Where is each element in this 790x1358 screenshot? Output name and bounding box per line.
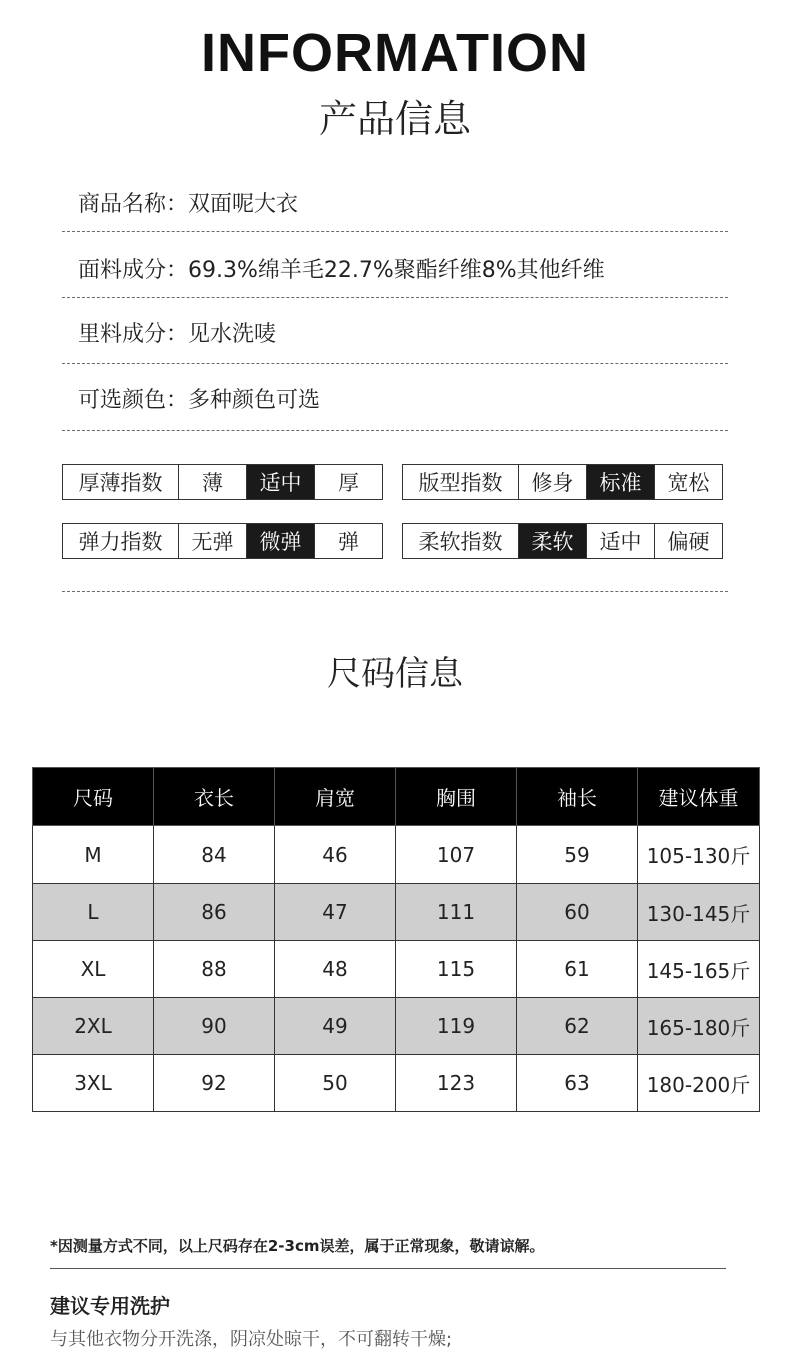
attr-option: 厚 — [314, 465, 382, 499]
table-cell: 88 — [154, 941, 275, 998]
attr-option: 薄 — [178, 465, 246, 499]
table-header-cell: 肩宽 — [275, 768, 396, 826]
table-row — [33, 941, 760, 998]
table-cell: 59 — [517, 826, 638, 884]
divider — [62, 363, 728, 364]
divider — [62, 231, 728, 232]
size-table — [32, 767, 760, 1112]
table-cell: XL — [33, 941, 154, 998]
info-product-name: 商品名称：双面呢大衣 — [78, 192, 299, 217]
info-fabric: 面料成分：69.3%绵羊毛22.7%聚酯纤维8%其他纤维 — [78, 258, 605, 283]
attr-option: 适中 — [246, 465, 314, 499]
attr-option: 修身 — [518, 465, 586, 499]
table-cell: 123 — [396, 1055, 517, 1112]
table-cell: 145-165斤 — [638, 941, 760, 998]
table-cell: 111 — [396, 884, 517, 941]
table-row — [33, 998, 760, 1055]
table-cell: 46 — [275, 826, 396, 884]
info-colors: 可选颜色：多种颜色可选 — [78, 388, 321, 413]
attr-label: 弹力指数 — [78, 530, 163, 554]
table-cell: 50 — [275, 1055, 396, 1112]
table-row — [33, 826, 760, 884]
table-cell: 60 — [517, 884, 638, 941]
attr-label: 柔软指数 — [418, 530, 503, 554]
table-cell: 63 — [517, 1055, 638, 1112]
table-cell: 2XL — [33, 998, 154, 1055]
divider — [50, 1268, 726, 1269]
attr-option: 无弹 — [178, 524, 246, 558]
size-section-title: 尺码信息 — [327, 654, 463, 694]
measurement-note: *因测量方式不同，以上尺码存在2-3cm误差，属于正常现象，敬请谅解。 — [50, 1237, 545, 1255]
attr-softness — [402, 523, 723, 559]
table-cell: M — [33, 826, 154, 884]
care-text: 与其他衣物分开洗涤，阴凉处晾干，不可翻转干燥; — [50, 1329, 453, 1350]
attr-elasticity — [62, 523, 383, 559]
table-cell: 84 — [154, 826, 275, 884]
table-header-cell: 袖长 — [517, 768, 638, 826]
table-header-cell: 胸围 — [396, 768, 517, 826]
attr-option: 宽松 — [654, 465, 722, 499]
table-cell: 49 — [275, 998, 396, 1055]
attr-label: 版型指数 — [418, 471, 503, 495]
care-title: 建议专用洗护 — [50, 1294, 170, 1318]
divider — [62, 591, 728, 592]
table-row — [33, 884, 760, 941]
attr-option: 偏硬 — [654, 524, 722, 558]
divider — [62, 297, 728, 298]
table-cell: L — [33, 884, 154, 941]
table-cell: 105-130斤 — [638, 826, 760, 884]
attr-option: 适中 — [586, 524, 654, 558]
table-cell: 47 — [275, 884, 396, 941]
attr-thickness — [62, 464, 383, 500]
table-row — [33, 1055, 760, 1112]
table-header-cell: 尺码 — [33, 768, 154, 826]
attr-option: 微弹 — [246, 524, 314, 558]
table-cell: 3XL — [33, 1055, 154, 1112]
table-cell: 86 — [154, 884, 275, 941]
table-cell: 119 — [396, 998, 517, 1055]
attr-option: 标准 — [586, 465, 654, 499]
attr-label: 厚薄指数 — [78, 471, 163, 495]
divider — [62, 430, 728, 431]
table-cell: 92 — [154, 1055, 275, 1112]
table-header-cell: 衣长 — [154, 768, 275, 826]
table-header-row — [33, 768, 760, 826]
attr-fit — [402, 464, 723, 500]
table-cell: 48 — [275, 941, 396, 998]
attr-option: 弹 — [314, 524, 382, 558]
table-cell: 165-180斤 — [638, 998, 760, 1055]
table-cell: 61 — [517, 941, 638, 998]
table-cell: 62 — [517, 998, 638, 1055]
info-lining: 里料成分：见水洗唛 — [78, 322, 277, 347]
table-cell: 130-145斤 — [638, 884, 760, 941]
page-title-cn: 产品信息 — [318, 97, 471, 141]
table-cell: 115 — [396, 941, 517, 998]
table-cell: 107 — [396, 826, 517, 884]
page-title-en: INFORMATION — [201, 23, 589, 83]
table-header-cell: 建议体重 — [638, 768, 760, 826]
table-cell: 90 — [154, 998, 275, 1055]
table-cell: 180-200斤 — [638, 1055, 760, 1112]
attr-option: 柔软 — [518, 524, 586, 558]
